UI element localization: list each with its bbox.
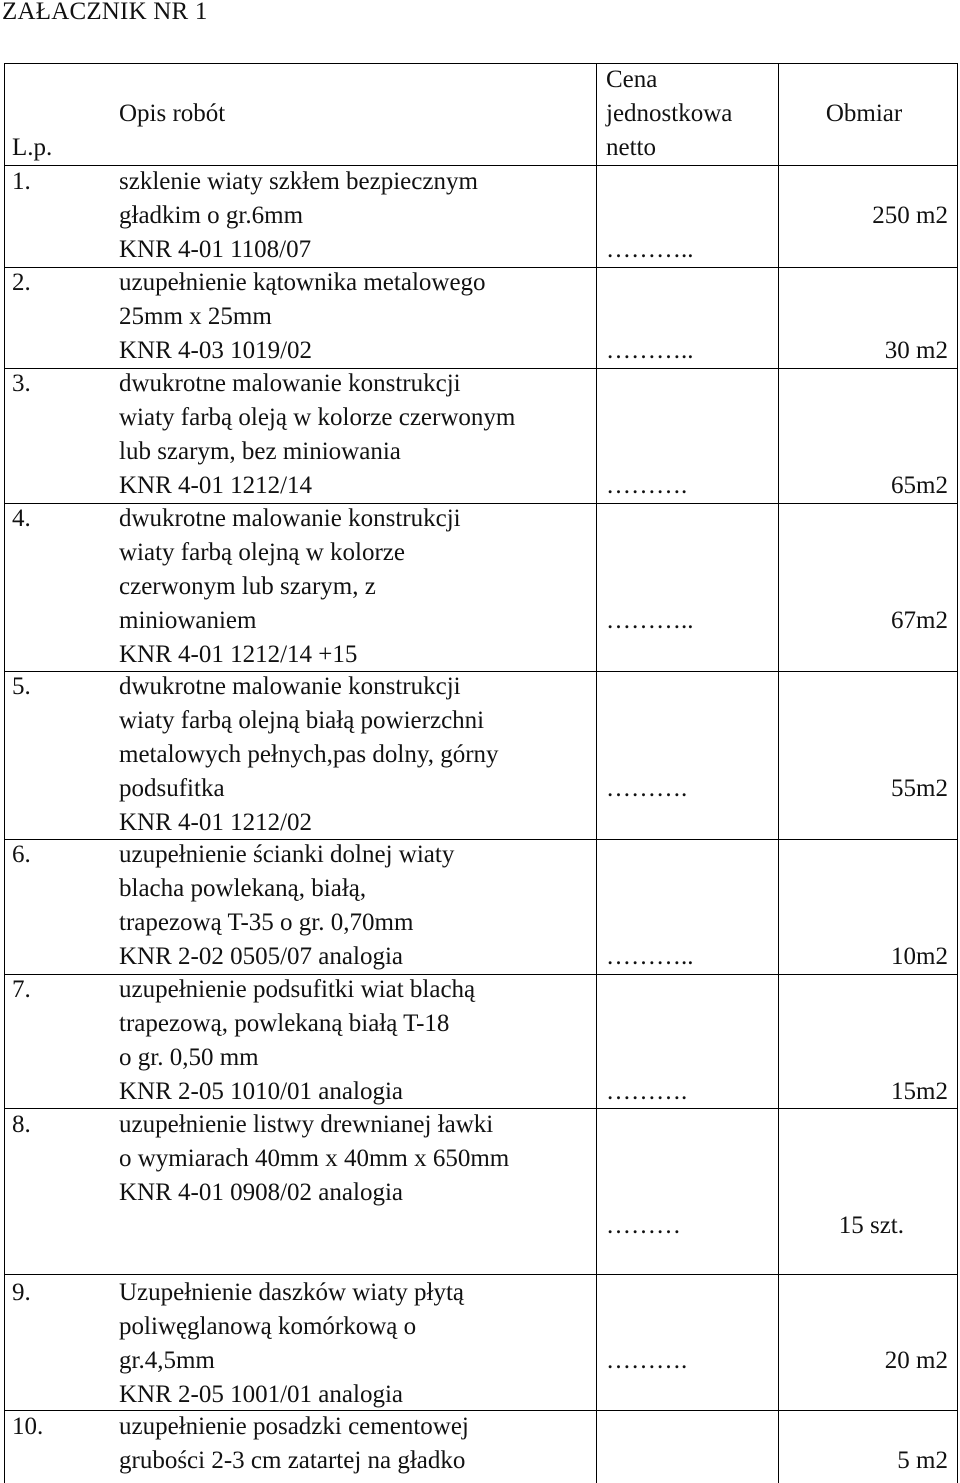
row-4-lp: 4. <box>12 505 31 532</box>
row-7-desc-line: trapezową, powlekaną białą T-18 <box>119 1010 450 1037</box>
header-lp: L.p. <box>12 134 53 161</box>
row-5-price: ………. <box>606 775 688 802</box>
row-4-desc-line: KNR 4-01 1212/14 +15 <box>119 641 358 668</box>
row-4-desc-line: dwukrotne malowanie konstrukcji <box>119 505 461 532</box>
row-3-desc-line: lub szarym, bez miniowania <box>119 438 401 465</box>
row-3-lp: 3. <box>12 370 31 397</box>
row-3-price: ………. <box>606 472 688 499</box>
row-4-desc-line: wiaty farbą olejną w kolorze <box>119 539 405 566</box>
row-7-desc-line: KNR 2-05 1010/01 analogia <box>119 1078 403 1105</box>
row-6-desc-line: KNR 2-02 0505/07 analogia <box>119 943 403 970</box>
row-10-lp: 10. <box>12 1413 44 1440</box>
row-5-lp: 5. <box>12 673 31 700</box>
row-4-desc-line: miniowaniem <box>119 607 257 634</box>
row-2-price: ……….. <box>606 337 694 364</box>
row-4-desc-line: czerwonym lub szarym, z <box>119 573 376 600</box>
row-7-quantity: 15m2 <box>891 1078 948 1105</box>
row-6-desc-line: blacha powlekaną, białą, <box>119 875 367 902</box>
row-3-quantity: 65m2 <box>891 472 948 499</box>
row-1-quantity: 250 m2 <box>872 202 948 229</box>
column-divider-quantity <box>778 63 779 1483</box>
header-quantity: Obmiar <box>825 100 903 127</box>
row-9-desc-line: Uzupełnienie daszków wiaty płytą <box>119 1279 465 1306</box>
column-divider-price <box>596 63 597 1483</box>
row-1-price: ……….. <box>606 236 694 263</box>
row-3-desc-line: wiaty farbą oleją w kolorze czerwonym <box>119 404 516 431</box>
header-price-line-3: netto <box>606 134 656 161</box>
row-7-desc-line: o gr. 0,50 mm <box>119 1044 259 1071</box>
row-5-desc-line: metalowych pełnych,pas dolny, górny <box>119 741 499 768</box>
row-10-desc-line: grubości 2-3 cm zatartej na gładko <box>119 1447 466 1474</box>
row-9-price: ………. <box>606 1347 688 1374</box>
row-5-desc-line: dwukrotne malowanie konstrukcji <box>119 673 461 700</box>
row-5-desc-line: podsufitka <box>119 775 225 802</box>
row-6-quantity: 10m2 <box>891 943 948 970</box>
row-6-price: ……….. <box>606 943 694 970</box>
header-description: Opis robót <box>119 100 226 127</box>
row-8-price: ……… <box>606 1212 681 1239</box>
row-2-quantity: 30 m2 <box>884 337 948 364</box>
row-2-desc-line: KNR 4-03 1019/02 <box>119 337 313 364</box>
row-2-desc-line: 25mm x 25mm <box>119 303 272 330</box>
row-4-quantity: 67m2 <box>891 607 948 634</box>
document-title: ZAŁACZNIK NR 1 <box>2 0 208 25</box>
row-4-price: ……….. <box>606 607 694 634</box>
row-5-desc-line: KNR 4-01 1212/02 <box>119 809 313 836</box>
row-2-lp: 2. <box>12 269 31 296</box>
row-5-desc-line: wiaty farbą olejną białą powierzchni <box>119 707 485 734</box>
row-6-desc-line: uzupełnienie ścianki dolnej wiaty <box>119 841 455 868</box>
row-8-lp: 8. <box>12 1111 31 1138</box>
row-10-quantity: 5 m2 <box>897 1447 948 1474</box>
row-9-quantity: 20 m2 <box>884 1347 948 1374</box>
row-1-desc-line: gładkim o gr.6mm <box>119 202 304 229</box>
row-2-desc-line: uzupełnienie kątownika metalowego <box>119 269 486 296</box>
row-9-lp: 9. <box>12 1279 31 1306</box>
row-6-lp: 6. <box>12 841 31 868</box>
row-5-quantity: 55m2 <box>891 775 948 802</box>
row-9-desc-line: KNR 2-05 1001/01 analogia <box>119 1381 403 1408</box>
row-7-lp: 7. <box>12 976 31 1003</box>
row-divider <box>4 1274 958 1275</box>
row-6-desc-line: trapezową T-35 o gr. 0,70mm <box>119 909 414 936</box>
header-price-line-2: jednostkowa <box>606 100 733 127</box>
row-10-desc-line: uzupełnienie posadzki cementowej <box>119 1413 469 1440</box>
row-8-quantity: 15 szt. <box>838 1212 904 1239</box>
row-7-price: ………. <box>606 1078 688 1105</box>
row-8-desc-line: KNR 4-01 0908/02 analogia <box>119 1179 403 1206</box>
row-8-desc-line: o wymiarach 40mm x 40mm x 650mm <box>119 1145 510 1172</box>
row-9-desc-line: gr.4,5mm <box>119 1347 215 1374</box>
header-price-line-1: Cena <box>606 66 658 93</box>
row-1-desc-line: KNR 4-01 1108/07 <box>119 236 312 263</box>
row-9-desc-line: poliwęglanową komórkową o <box>119 1313 417 1340</box>
row-1-lp: 1. <box>12 168 31 195</box>
row-1-desc-line: szklenie wiaty szkłem bezpiecznym <box>119 168 478 195</box>
row-3-desc-line: KNR 4-01 1212/14 <box>119 472 313 499</box>
row-7-desc-line: uzupełnienie podsufitki wiat blachą <box>119 976 476 1003</box>
row-3-desc-line: dwukrotne malowanie konstrukcji <box>119 370 461 397</box>
row-8-desc-line: uzupełnienie listwy drewnianej ławki <box>119 1111 494 1138</box>
